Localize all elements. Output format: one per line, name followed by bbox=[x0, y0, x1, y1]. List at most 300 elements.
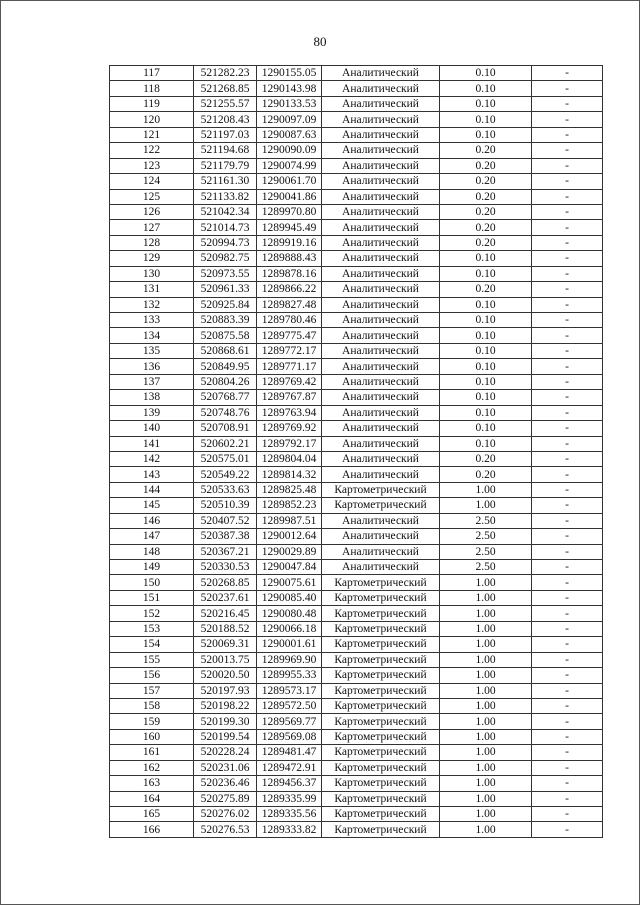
y-coordinate-cell: 1289481.47 bbox=[257, 745, 322, 760]
point-number-cell: 142 bbox=[110, 451, 194, 466]
table-row bbox=[110, 544, 603, 559]
table-row bbox=[110, 143, 603, 158]
x-coordinate-cell: 520982.75 bbox=[194, 251, 257, 266]
x-coordinate-cell: 520407.52 bbox=[194, 513, 257, 528]
table-row bbox=[110, 698, 603, 713]
accuracy-cell: 0.10 bbox=[440, 436, 532, 451]
x-coordinate-cell: 521194.68 bbox=[194, 143, 257, 158]
accuracy-cell: 1.00 bbox=[440, 575, 532, 590]
point-number-cell: 117 bbox=[110, 66, 194, 81]
y-coordinate-cell: 1289456.37 bbox=[257, 776, 322, 791]
accuracy-cell: 0.10 bbox=[440, 297, 532, 312]
table-row bbox=[110, 66, 603, 81]
x-coordinate-cell: 520768.77 bbox=[194, 390, 257, 405]
x-coordinate-cell: 520198.22 bbox=[194, 698, 257, 713]
y-coordinate-cell: 1290001.61 bbox=[257, 637, 322, 652]
point-number-cell: 164 bbox=[110, 791, 194, 806]
accuracy-cell: 0.10 bbox=[440, 66, 532, 81]
x-coordinate-cell: 520231.06 bbox=[194, 760, 257, 775]
accuracy-cell: 0.10 bbox=[440, 251, 532, 266]
table-row bbox=[110, 405, 603, 420]
y-coordinate-cell: 1289969.90 bbox=[257, 652, 322, 667]
method-cell: Аналитический bbox=[322, 513, 440, 528]
x-coordinate-cell: 520510.39 bbox=[194, 498, 257, 513]
table-row bbox=[110, 436, 603, 451]
method-cell: Аналитический bbox=[322, 343, 440, 358]
note-cell: - bbox=[532, 760, 603, 775]
accuracy-cell: 2.50 bbox=[440, 513, 532, 528]
accuracy-cell: 0.10 bbox=[440, 81, 532, 96]
y-coordinate-cell: 1289775.47 bbox=[257, 328, 322, 343]
method-cell: Картометрический bbox=[322, 683, 440, 698]
point-number-cell: 137 bbox=[110, 374, 194, 389]
accuracy-cell: 1.00 bbox=[440, 621, 532, 636]
note-cell: - bbox=[532, 266, 603, 281]
note-cell: - bbox=[532, 313, 603, 328]
table-row bbox=[110, 421, 603, 436]
note-cell: - bbox=[532, 745, 603, 760]
note-cell: - bbox=[532, 606, 603, 621]
accuracy-cell: 2.50 bbox=[440, 560, 532, 575]
point-number-cell: 157 bbox=[110, 683, 194, 698]
accuracy-cell: 0.20 bbox=[440, 174, 532, 189]
note-cell: - bbox=[532, 189, 603, 204]
x-coordinate-cell: 520228.24 bbox=[194, 745, 257, 760]
accuracy-cell: 1.00 bbox=[440, 668, 532, 683]
x-coordinate-cell: 520804.26 bbox=[194, 374, 257, 389]
note-cell: - bbox=[532, 498, 603, 513]
accuracy-cell: 0.10 bbox=[440, 343, 532, 358]
method-cell: Аналитический bbox=[322, 220, 440, 235]
note-cell: - bbox=[532, 807, 603, 822]
table-row bbox=[110, 560, 603, 575]
method-cell: Аналитический bbox=[322, 266, 440, 281]
note-cell: - bbox=[532, 698, 603, 713]
y-coordinate-cell: 1290097.09 bbox=[257, 112, 322, 127]
note-cell: - bbox=[532, 621, 603, 636]
point-number-cell: 146 bbox=[110, 513, 194, 528]
table-row bbox=[110, 390, 603, 405]
accuracy-cell: 0.20 bbox=[440, 451, 532, 466]
table-row bbox=[110, 81, 603, 96]
accuracy-cell: 1.00 bbox=[440, 637, 532, 652]
y-coordinate-cell: 1290085.40 bbox=[257, 590, 322, 605]
accuracy-cell: 1.00 bbox=[440, 729, 532, 744]
y-coordinate-cell: 1289852.23 bbox=[257, 498, 322, 513]
note-cell: - bbox=[532, 791, 603, 806]
table-row bbox=[110, 745, 603, 760]
method-cell: Аналитический bbox=[322, 436, 440, 451]
y-coordinate-cell: 1289335.99 bbox=[257, 791, 322, 806]
point-number-cell: 166 bbox=[110, 822, 194, 837]
method-cell: Аналитический bbox=[322, 328, 440, 343]
x-coordinate-cell: 521282.23 bbox=[194, 66, 257, 81]
accuracy-cell: 0.10 bbox=[440, 405, 532, 420]
accuracy-cell: 0.10 bbox=[440, 421, 532, 436]
table-row bbox=[110, 683, 603, 698]
point-number-cell: 147 bbox=[110, 529, 194, 544]
method-cell: Картометрический bbox=[322, 590, 440, 605]
x-coordinate-cell: 520973.55 bbox=[194, 266, 257, 281]
accuracy-cell: 1.00 bbox=[440, 498, 532, 513]
table-row bbox=[110, 529, 603, 544]
accuracy-cell: 1.00 bbox=[440, 606, 532, 621]
method-cell: Картометрический bbox=[322, 575, 440, 590]
note-cell: - bbox=[532, 451, 603, 466]
point-number-cell: 136 bbox=[110, 359, 194, 374]
accuracy-cell: 0.10 bbox=[440, 374, 532, 389]
method-cell: Аналитический bbox=[322, 66, 440, 81]
accuracy-cell: 0.10 bbox=[440, 112, 532, 127]
accuracy-cell: 1.00 bbox=[440, 807, 532, 822]
table-row bbox=[110, 729, 603, 744]
point-number-cell: 138 bbox=[110, 390, 194, 405]
y-coordinate-cell: 1290041.86 bbox=[257, 189, 322, 204]
table-row bbox=[110, 714, 603, 729]
table-row bbox=[110, 235, 603, 250]
accuracy-cell: 1.00 bbox=[440, 745, 532, 760]
x-coordinate-cell: 520188.52 bbox=[194, 621, 257, 636]
note-cell: - bbox=[532, 158, 603, 173]
table-row bbox=[110, 158, 603, 173]
accuracy-cell: 0.10 bbox=[440, 127, 532, 142]
point-number-cell: 165 bbox=[110, 807, 194, 822]
table-row bbox=[110, 96, 603, 111]
table-row bbox=[110, 174, 603, 189]
note-cell: - bbox=[532, 668, 603, 683]
method-cell: Картометрический bbox=[322, 714, 440, 729]
point-number-cell: 135 bbox=[110, 343, 194, 358]
note-cell: - bbox=[532, 714, 603, 729]
x-coordinate-cell: 521268.85 bbox=[194, 81, 257, 96]
point-number-cell: 119 bbox=[110, 96, 194, 111]
method-cell: Картометрический bbox=[322, 776, 440, 791]
point-number-cell: 140 bbox=[110, 421, 194, 436]
method-cell: Картометрический bbox=[322, 729, 440, 744]
x-coordinate-cell: 520708.91 bbox=[194, 421, 257, 436]
method-cell: Аналитический bbox=[322, 467, 440, 482]
x-coordinate-cell: 520961.33 bbox=[194, 282, 257, 297]
y-coordinate-cell: 1290087.63 bbox=[257, 127, 322, 142]
table-row bbox=[110, 204, 603, 219]
y-coordinate-cell: 1289772.17 bbox=[257, 343, 322, 358]
method-cell: Аналитический bbox=[322, 127, 440, 142]
x-coordinate-cell: 520883.39 bbox=[194, 313, 257, 328]
note-cell: - bbox=[532, 143, 603, 158]
point-number-cell: 162 bbox=[110, 760, 194, 775]
table-row bbox=[110, 498, 603, 513]
accuracy-cell: 1.00 bbox=[440, 482, 532, 497]
method-cell: Аналитический bbox=[322, 560, 440, 575]
accuracy-cell: 1.00 bbox=[440, 683, 532, 698]
method-cell: Аналитический bbox=[322, 529, 440, 544]
x-coordinate-cell: 520199.54 bbox=[194, 729, 257, 744]
table-row bbox=[110, 359, 603, 374]
method-cell: Картометрический bbox=[322, 637, 440, 652]
note-cell: - bbox=[532, 343, 603, 358]
point-number-cell: 154 bbox=[110, 637, 194, 652]
method-cell: Аналитический bbox=[322, 189, 440, 204]
table-row bbox=[110, 621, 603, 636]
point-number-cell: 123 bbox=[110, 158, 194, 173]
y-coordinate-cell: 1290143.98 bbox=[257, 81, 322, 96]
point-number-cell: 149 bbox=[110, 560, 194, 575]
table-row bbox=[110, 328, 603, 343]
table-row bbox=[110, 127, 603, 142]
note-cell: - bbox=[532, 359, 603, 374]
x-coordinate-cell: 520602.21 bbox=[194, 436, 257, 451]
note-cell: - bbox=[532, 560, 603, 575]
point-number-cell: 158 bbox=[110, 698, 194, 713]
y-coordinate-cell: 1289769.42 bbox=[257, 374, 322, 389]
method-cell: Аналитический bbox=[322, 313, 440, 328]
note-cell: - bbox=[532, 235, 603, 250]
y-coordinate-cell: 1290061.70 bbox=[257, 174, 322, 189]
point-number-cell: 155 bbox=[110, 652, 194, 667]
table-row bbox=[110, 220, 603, 235]
note-cell: - bbox=[532, 297, 603, 312]
point-number-cell: 151 bbox=[110, 590, 194, 605]
y-coordinate-cell: 1289827.48 bbox=[257, 297, 322, 312]
x-coordinate-cell: 521208.43 bbox=[194, 112, 257, 127]
method-cell: Картометрический bbox=[322, 822, 440, 837]
point-number-cell: 160 bbox=[110, 729, 194, 744]
y-coordinate-cell: 1289919.16 bbox=[257, 235, 322, 250]
y-coordinate-cell: 1289780.46 bbox=[257, 313, 322, 328]
note-cell: - bbox=[532, 251, 603, 266]
x-coordinate-cell: 520013.75 bbox=[194, 652, 257, 667]
y-coordinate-cell: 1289472.91 bbox=[257, 760, 322, 775]
accuracy-cell: 0.10 bbox=[440, 359, 532, 374]
accuracy-cell: 0.20 bbox=[440, 235, 532, 250]
y-coordinate-cell: 1290090.09 bbox=[257, 143, 322, 158]
note-cell: - bbox=[532, 467, 603, 482]
method-cell: Картометрический bbox=[322, 606, 440, 621]
x-coordinate-cell: 520197.93 bbox=[194, 683, 257, 698]
y-coordinate-cell: 1289569.77 bbox=[257, 714, 322, 729]
method-cell: Аналитический bbox=[322, 282, 440, 297]
y-coordinate-cell: 1290155.05 bbox=[257, 66, 322, 81]
accuracy-cell: 2.50 bbox=[440, 529, 532, 544]
method-cell: Аналитический bbox=[322, 297, 440, 312]
accuracy-cell: 0.20 bbox=[440, 220, 532, 235]
y-coordinate-cell: 1290012.64 bbox=[257, 529, 322, 544]
x-coordinate-cell: 521042.34 bbox=[194, 204, 257, 219]
x-coordinate-cell: 520868.61 bbox=[194, 343, 257, 358]
note-cell: - bbox=[532, 127, 603, 142]
y-coordinate-cell: 1289987.51 bbox=[257, 513, 322, 528]
method-cell: Картометрический bbox=[322, 652, 440, 667]
point-number-cell: 159 bbox=[110, 714, 194, 729]
point-number-cell: 127 bbox=[110, 220, 194, 235]
y-coordinate-cell: 1289888.43 bbox=[257, 251, 322, 266]
table-row bbox=[110, 575, 603, 590]
point-number-cell: 141 bbox=[110, 436, 194, 451]
table-row bbox=[110, 482, 603, 497]
y-coordinate-cell: 1290075.61 bbox=[257, 575, 322, 590]
x-coordinate-cell: 520748.76 bbox=[194, 405, 257, 420]
accuracy-cell: 2.50 bbox=[440, 544, 532, 559]
y-coordinate-cell: 1290066.18 bbox=[257, 621, 322, 636]
accuracy-cell: 0.20 bbox=[440, 189, 532, 204]
x-coordinate-cell: 520236.46 bbox=[194, 776, 257, 791]
table-row bbox=[110, 668, 603, 683]
method-cell: Аналитический bbox=[322, 374, 440, 389]
point-number-cell: 125 bbox=[110, 189, 194, 204]
note-cell: - bbox=[532, 390, 603, 405]
method-cell: Аналитический bbox=[322, 143, 440, 158]
point-number-cell: 132 bbox=[110, 297, 194, 312]
method-cell: Аналитический bbox=[322, 390, 440, 405]
y-coordinate-cell: 1290029.89 bbox=[257, 544, 322, 559]
table-row bbox=[110, 251, 603, 266]
note-cell: - bbox=[532, 66, 603, 81]
x-coordinate-cell: 520069.31 bbox=[194, 637, 257, 652]
table-row bbox=[110, 451, 603, 466]
method-cell: Картометрический bbox=[322, 482, 440, 497]
x-coordinate-cell: 520276.02 bbox=[194, 807, 257, 822]
point-number-cell: 145 bbox=[110, 498, 194, 513]
table-row bbox=[110, 513, 603, 528]
x-coordinate-cell: 521179.79 bbox=[194, 158, 257, 173]
point-number-cell: 118 bbox=[110, 81, 194, 96]
note-cell: - bbox=[532, 482, 603, 497]
table-row bbox=[110, 807, 603, 822]
note-cell: - bbox=[532, 405, 603, 420]
point-number-cell: 144 bbox=[110, 482, 194, 497]
y-coordinate-cell: 1289804.04 bbox=[257, 451, 322, 466]
y-coordinate-cell: 1290047.84 bbox=[257, 560, 322, 575]
accuracy-cell: 1.00 bbox=[440, 760, 532, 775]
x-coordinate-cell: 520549.22 bbox=[194, 467, 257, 482]
note-cell: - bbox=[532, 590, 603, 605]
x-coordinate-cell: 520367.21 bbox=[194, 544, 257, 559]
accuracy-cell: 0.20 bbox=[440, 467, 532, 482]
x-coordinate-cell: 520268.85 bbox=[194, 575, 257, 590]
method-cell: Аналитический bbox=[322, 81, 440, 96]
point-number-cell: 133 bbox=[110, 313, 194, 328]
method-cell: Аналитический bbox=[322, 174, 440, 189]
table-row bbox=[110, 112, 603, 127]
point-number-cell: 134 bbox=[110, 328, 194, 343]
point-number-cell: 122 bbox=[110, 143, 194, 158]
x-coordinate-cell: 521255.57 bbox=[194, 96, 257, 111]
table-row bbox=[110, 343, 603, 358]
accuracy-cell: 0.20 bbox=[440, 282, 532, 297]
table-row bbox=[110, 266, 603, 281]
accuracy-cell: 1.00 bbox=[440, 714, 532, 729]
accuracy-cell: 0.20 bbox=[440, 158, 532, 173]
x-coordinate-cell: 521133.82 bbox=[194, 189, 257, 204]
accuracy-cell: 1.00 bbox=[440, 791, 532, 806]
y-coordinate-cell: 1289335.56 bbox=[257, 807, 322, 822]
table-row bbox=[110, 760, 603, 775]
accuracy-cell: 0.10 bbox=[440, 96, 532, 111]
note-cell: - bbox=[532, 776, 603, 791]
y-coordinate-cell: 1290133.53 bbox=[257, 96, 322, 111]
y-coordinate-cell: 1289814.32 bbox=[257, 467, 322, 482]
point-number-cell: 126 bbox=[110, 204, 194, 219]
method-cell: Аналитический bbox=[322, 451, 440, 466]
accuracy-cell: 0.10 bbox=[440, 390, 532, 405]
y-coordinate-cell: 1289763.94 bbox=[257, 405, 322, 420]
method-cell: Картометрический bbox=[322, 621, 440, 636]
point-number-cell: 143 bbox=[110, 467, 194, 482]
note-cell: - bbox=[532, 513, 603, 528]
table-row bbox=[110, 822, 603, 837]
x-coordinate-cell: 520276.53 bbox=[194, 822, 257, 837]
method-cell: Аналитический bbox=[322, 204, 440, 219]
x-coordinate-cell: 520237.61 bbox=[194, 590, 257, 605]
x-coordinate-cell: 520020.50 bbox=[194, 668, 257, 683]
accuracy-cell: 0.20 bbox=[440, 204, 532, 219]
y-coordinate-cell: 1289792.17 bbox=[257, 436, 322, 451]
method-cell: Аналитический bbox=[322, 405, 440, 420]
note-cell: - bbox=[532, 282, 603, 297]
note-cell: - bbox=[532, 204, 603, 219]
table-row bbox=[110, 297, 603, 312]
y-coordinate-cell: 1289769.92 bbox=[257, 421, 322, 436]
accuracy-cell: 1.00 bbox=[440, 652, 532, 667]
x-coordinate-cell: 520387.38 bbox=[194, 529, 257, 544]
y-coordinate-cell: 1289572.50 bbox=[257, 698, 322, 713]
table-row bbox=[110, 467, 603, 482]
table-row bbox=[110, 374, 603, 389]
coordinates-table bbox=[109, 65, 603, 838]
point-number-cell: 120 bbox=[110, 112, 194, 127]
page-number: 80 bbox=[313, 34, 327, 49]
method-cell: Аналитический bbox=[322, 251, 440, 266]
accuracy-cell: 0.10 bbox=[440, 313, 532, 328]
note-cell: - bbox=[532, 529, 603, 544]
y-coordinate-cell: 1289573.17 bbox=[257, 683, 322, 698]
x-coordinate-cell: 521197.03 bbox=[194, 127, 257, 142]
accuracy-cell: 0.20 bbox=[440, 143, 532, 158]
method-cell: Аналитический bbox=[322, 359, 440, 374]
y-coordinate-cell: 1289970.80 bbox=[257, 204, 322, 219]
point-number-cell: 163 bbox=[110, 776, 194, 791]
y-coordinate-cell: 1289569.08 bbox=[257, 729, 322, 744]
table-row bbox=[110, 313, 603, 328]
method-cell: Картометрический bbox=[322, 498, 440, 513]
y-coordinate-cell: 1289945.49 bbox=[257, 220, 322, 235]
x-coordinate-cell: 520533.63 bbox=[194, 482, 257, 497]
y-coordinate-cell: 1289955.33 bbox=[257, 668, 322, 683]
x-coordinate-cell: 521014.73 bbox=[194, 220, 257, 235]
point-number-cell: 131 bbox=[110, 282, 194, 297]
note-cell: - bbox=[532, 374, 603, 389]
x-coordinate-cell: 520216.45 bbox=[194, 606, 257, 621]
accuracy-cell: 0.10 bbox=[440, 266, 532, 281]
method-cell: Аналитический bbox=[322, 112, 440, 127]
point-number-cell: 152 bbox=[110, 606, 194, 621]
y-coordinate-cell: 1289333.82 bbox=[257, 822, 322, 837]
y-coordinate-cell: 1289825.48 bbox=[257, 482, 322, 497]
note-cell: - bbox=[532, 220, 603, 235]
point-number-cell: 130 bbox=[110, 266, 194, 281]
accuracy-cell: 1.00 bbox=[440, 590, 532, 605]
x-coordinate-cell: 520849.95 bbox=[194, 359, 257, 374]
table-row bbox=[110, 637, 603, 652]
y-coordinate-cell: 1289767.87 bbox=[257, 390, 322, 405]
table-row bbox=[110, 606, 603, 621]
note-cell: - bbox=[532, 575, 603, 590]
table-row bbox=[110, 776, 603, 791]
method-cell: Аналитический bbox=[322, 544, 440, 559]
accuracy-cell: 1.00 bbox=[440, 822, 532, 837]
x-coordinate-cell: 520199.30 bbox=[194, 714, 257, 729]
note-cell: - bbox=[532, 436, 603, 451]
